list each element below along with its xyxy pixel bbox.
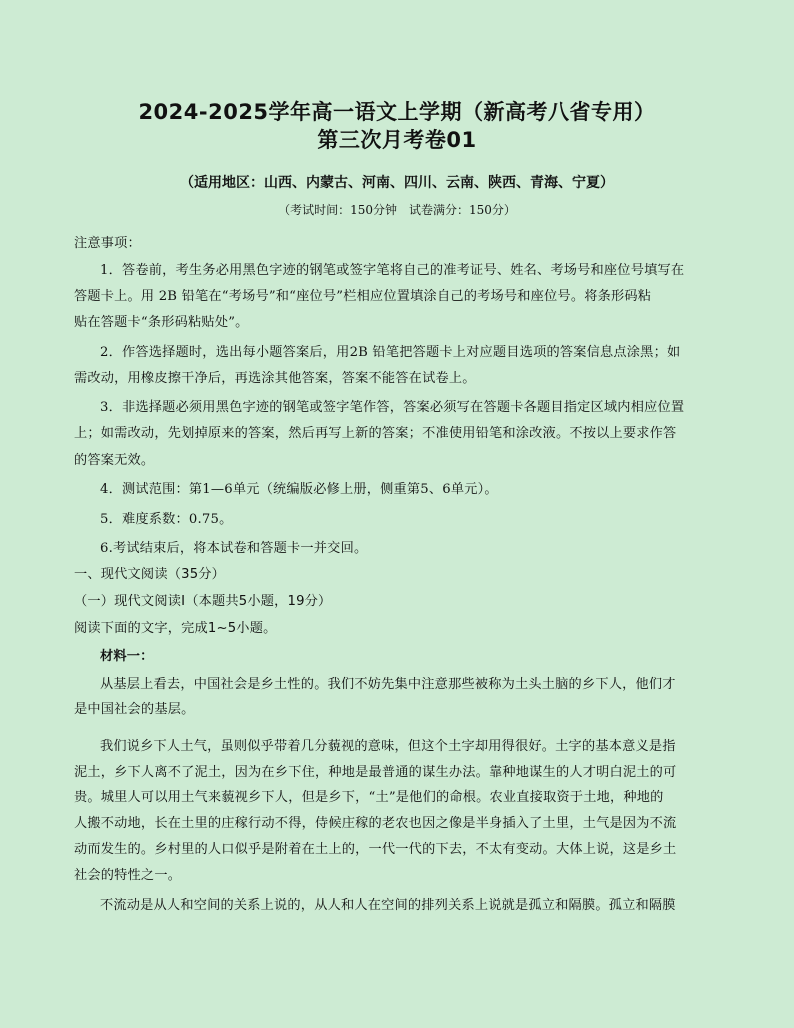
note-3-line-3: 的答案无效。 (74, 453, 155, 468)
reading-instruction: 阅读下面的文字，完成1~5小题。 (74, 621, 277, 636)
exam-title-line2: 第三次月考卷01 (317, 128, 477, 152)
note-5-line-1: 5．难度系数：0.75。 (100, 512, 233, 527)
paragraph-2-line-4: 人搬不动地，长在土里的庄稼行动不得，侍候庄稼的老农也因之像是半身插入了土里，土气是因为不流 (74, 816, 677, 831)
note-2-line-1: 2．作答选择题时，选出每小题答案后，用2B 铅笔把答题卡上对应题目选项的答案信息点涂黑；如 (100, 345, 681, 360)
exam-info: （考试时间：150分钟 试卷满分：150分） (278, 203, 516, 217)
note-2-line-2: 需改动，用橡皮擦干净后，再选涂其他答案，答案不能答在试卷上。 (74, 371, 476, 386)
sub-heading: （一）现代文阅读Ⅰ（本题共5小题，19分） (74, 594, 332, 609)
paragraph-2-line-5: 动而发生的。乡村里的人口似乎是附着在土上的，一代一代的下去，不太有变动。大体上说，这是乡土 (74, 842, 677, 857)
material-label: 材料一： (100, 649, 154, 664)
paragraph-2-line-6: 社会的特性之一。 (74, 868, 182, 883)
note-4-line-1: 4．测试范围：第1—6单元（统编版必修上册，侧重第5、6单元）。 (100, 482, 498, 497)
paragraph-3-line-1: 不流动是从人和空间的关系上说的，从人和人在空间的排列关系上说就是孤立和隔膜。孤立和隔膜 (100, 898, 676, 913)
paragraph-2-line-1: 我们说乡下人土气，虽则似乎带着几分藐视的意味，但这个土字却用得很好。土字的基本意义是指 (100, 739, 676, 754)
notes-heading: 注意事项： (74, 236, 141, 251)
paragraph-2-line-2: 泥土，乡下人离不了泥土，因为在乡下住，种地是最普通的谋生办法。靠种地谋生的人才明白泥土的可 (74, 765, 677, 780)
part-heading: 一、现代文阅读（35分） (74, 567, 226, 582)
note-1-line-1: 1．答卷前，考生务必用黑色字迹的钢笔或签字笔将自己的准考证号、姓名、考场号和座位号填写在 (100, 263, 685, 278)
note-3-line-1: 3．非选择题必须用黑色字迹的钢笔或签字笔作答，答案必须写在答题卡各题目指定区域内相应位置 (100, 400, 685, 415)
applicable-regions: （适用地区：山西、内蒙古、河南、四川、云南、陕西、青海、宁夏） (180, 175, 614, 191)
paragraph-1-line-1: 从基层上看去，中国社会是乡土性的。我们不妨先集中注意那些被称为土头土脑的乡下人，他们才 (100, 677, 676, 692)
note-6-line-1: 6.考试结束后，将本试卷和答题卡一并交回。 (100, 541, 368, 556)
paragraph-2-line-3: 贵。城里人可以用土气来藐视乡下人，但是乡下，“土”是他们的命根。农业直接取资于土地，种地的 (74, 790, 664, 805)
exam-title-line1: 2024-2025学年高一语文上学期（新高考八省专用） (138, 100, 656, 124)
note-1-line-3: 贴在答题卡“条形码粘贴处”。 (74, 315, 249, 330)
paragraph-1-line-2: 是中国社会的基层。 (74, 702, 195, 717)
note-1-line-2: 答题卡上。用 2B 铅笔在“考场号”和“座位号”栏相应位置填涂自己的考场号和座位号。将条形码粘 (74, 289, 652, 304)
note-3-line-2: 上；如需改动，先划掉原来的答案，然后再写上新的答案；不准使用铅笔和涂改液。不按以上要求作答 (74, 426, 677, 441)
